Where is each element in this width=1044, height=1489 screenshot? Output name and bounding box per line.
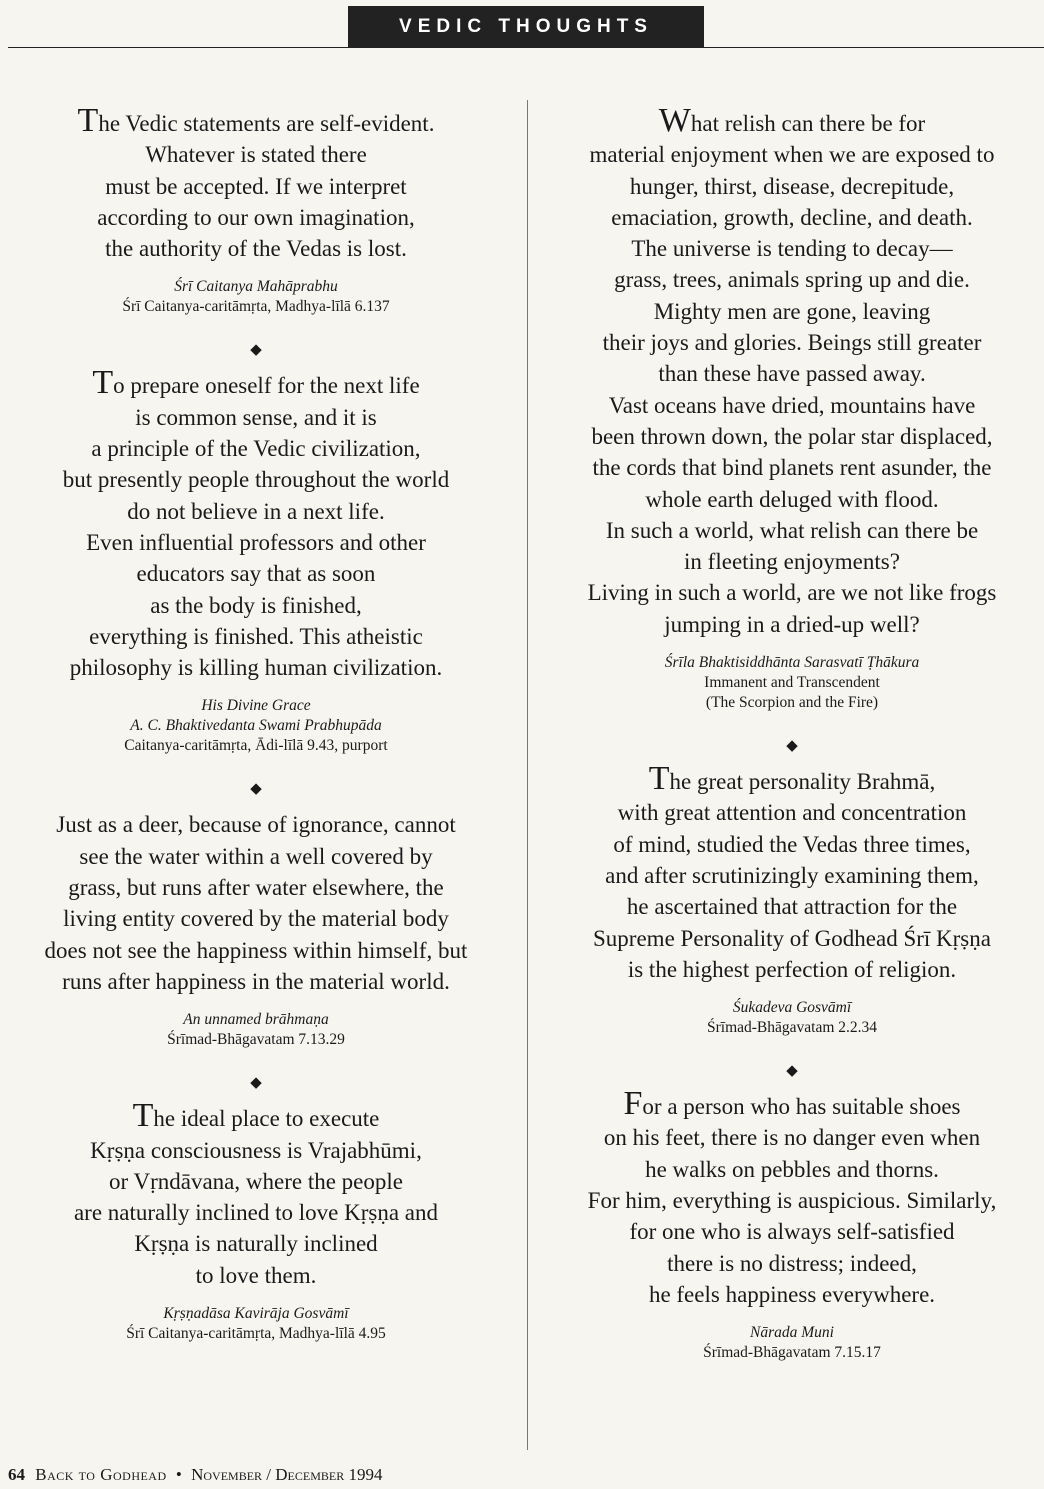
- magazine-name: Back to Godhead: [35, 1465, 167, 1484]
- quote-line: runs after happiness in the material world.: [62, 968, 450, 994]
- quote-line: on his feet, there is no danger even when: [603, 1125, 981, 1151]
- quote-attribution: [0, 1010, 512, 1050]
- quote-line: a principle of the Vedic civilization,: [91, 436, 421, 462]
- quote-line: Vast oceans have dried, mountains have: [608, 392, 976, 418]
- quote-author-name: A. C. Bhaktivedanta Swami Prabhupāda: [130, 717, 382, 735]
- quote-line: or a person who has suitable shoes: [642, 1094, 961, 1120]
- quote-author: Śrī Caitanya Mahāprabhu: [174, 278, 338, 296]
- page-footer: [8, 1465, 382, 1485]
- quote-source: Śrīmad-Bhāgavatam 2.2.34: [706, 1019, 878, 1037]
- quote-line: he great personality Brahmā,: [669, 769, 936, 795]
- quote-line: grass, trees, animals spring up and die.: [614, 267, 970, 293]
- quote-source: Śrī Caitanya-caritāmṛta, Madhya-līlā 4.95: [126, 1325, 386, 1343]
- quote-line: according to our own imagination,: [97, 204, 415, 230]
- quote-line: Kṛṣṇa consciousness is Vrajabhūmi,: [90, 1137, 422, 1163]
- quote-line: there is no distress; indeed,: [667, 1250, 917, 1276]
- quote-attribution: [540, 653, 1044, 713]
- quote-line: than these have passed away.: [658, 361, 926, 387]
- quote-line: o prepare oneself for the next life: [113, 373, 420, 399]
- issue-date: November / December 1994: [191, 1465, 383, 1484]
- drop-cap: T: [648, 760, 670, 798]
- quote-line: with great attention and concentration: [617, 800, 967, 826]
- quote-line: are naturally inclined to love Kṛṣṇa and: [73, 1200, 439, 1226]
- quote-source-subtitle: (The Scorpion and the Fire): [705, 694, 879, 712]
- quote-author: Śrīla Bhaktisiddhānta Sarasvatī Ṭhākura: [664, 654, 920, 672]
- drop-cap: W: [658, 102, 691, 139]
- quote-text: [0, 102, 512, 264]
- quote-text: [0, 1097, 512, 1291]
- quote-line: must be accepted. If we interpret: [105, 173, 407, 199]
- quote-line: he ideal place to execute: [153, 1106, 380, 1132]
- quote-attribution: [0, 277, 512, 317]
- diamond-separator: ◆: [786, 1063, 798, 1080]
- header-rule: [8, 47, 1044, 48]
- quote-block: [0, 364, 512, 756]
- quote-block: [540, 1085, 1044, 1363]
- quote-line: grass, but runs after water elsewhere, the: [68, 875, 444, 901]
- quote-line: the authority of the Vedas is lost.: [105, 236, 407, 262]
- diamond-separator: ◆: [250, 342, 262, 359]
- quote-line: hat relish can there be for: [690, 111, 926, 136]
- quote-block: [0, 1097, 512, 1344]
- quote-text: [0, 364, 512, 683]
- quote-line: jumping in a dried-up well?: [664, 611, 920, 637]
- quote-line: hunger, thirst, disease, decrepitude,: [629, 173, 955, 199]
- column-divider: [527, 100, 528, 1450]
- footer-separator: •: [175, 1465, 182, 1484]
- quote-line: Just as a deer, because of ignorance, cannot: [56, 812, 456, 838]
- quote-author: Nārada Muni: [750, 1324, 834, 1342]
- quote-line: Kṛṣṇa is naturally inclined: [134, 1231, 378, 1257]
- quote-block: [540, 102, 1044, 713]
- quote-line: living entity covered by the material body: [63, 906, 449, 932]
- drop-cap: T: [132, 1097, 154, 1135]
- quote-line: does not see the happiness within himself, but: [44, 937, 468, 963]
- quote-line: in fleeting enjoyments?: [684, 549, 900, 575]
- quote-line: he ascertained that attraction for the: [626, 894, 958, 920]
- quote-line: Mighty men are gone, leaving: [653, 298, 931, 324]
- quote-line: material enjoyment when we are exposed to: [589, 142, 995, 168]
- quote-author: An unnamed brāhmaṇa: [183, 1011, 329, 1029]
- page-number: 64: [8, 1465, 25, 1484]
- quote-text: [540, 102, 1044, 640]
- quote-line: is the highest perfection of religion.: [627, 956, 957, 982]
- quote-text: [0, 809, 512, 997]
- drop-cap: T: [92, 364, 114, 402]
- quote-text: [540, 760, 1044, 985]
- quote-block: [0, 809, 512, 1050]
- quote-line: their joys and glories. Beings still greater: [602, 330, 982, 356]
- quote-block: [0, 102, 512, 317]
- quote-block: [540, 760, 1044, 1038]
- section-title-banner: [348, 6, 704, 48]
- quote-line: In such a world, what relish can there be: [605, 517, 979, 543]
- quote-line: educators say that as soon: [136, 561, 376, 587]
- quote-source: Immanent and Transcendent: [704, 674, 880, 692]
- quote-line: see the water within a well covered by: [79, 843, 433, 869]
- quote-line: Supreme Personality of Godhead Śrī Kṛṣṇa: [593, 925, 991, 951]
- quote-line: or Vṛndāvana, where the people: [109, 1168, 403, 1194]
- quote-author: Śukadeva Gosvāmī: [732, 999, 852, 1017]
- diamond-separator: ◆: [786, 738, 798, 755]
- quote-attribution: [540, 998, 1044, 1038]
- drop-cap: T: [77, 102, 99, 139]
- quote-attribution: [540, 1323, 1044, 1363]
- quote-line: For him, everything is auspicious. Similarly,: [587, 1188, 997, 1214]
- section-title: VEDIC THOUGHTS: [399, 16, 653, 37]
- quote-line: everything is finished. This atheistic: [89, 623, 423, 649]
- diamond-separator: ◆: [250, 781, 262, 798]
- quote-line: and after scrutinizingly examining them,: [605, 862, 979, 888]
- quote-line: whole earth deluged with flood.: [645, 486, 939, 512]
- quote-line: he feels happiness everywhere.: [648, 1281, 936, 1307]
- diamond-separator: ◆: [250, 1075, 262, 1092]
- quote-attribution: [0, 696, 512, 756]
- quote-line: Living in such a world, are we not like frogs: [587, 580, 997, 606]
- quote-attribution: [0, 1304, 512, 1344]
- quote-line: been thrown down, the polar star displaced,: [591, 423, 993, 449]
- quote-line: but presently people throughout the world: [62, 467, 450, 493]
- right-column: [540, 102, 1044, 1363]
- quote-line: emaciation, growth, decline, and death.: [611, 204, 973, 230]
- quote-line: do not believe in a next life.: [127, 498, 385, 524]
- quote-line: the cords that bind planets rent asunder, the: [592, 455, 992, 481]
- quote-source: Śrī Caitanya-caritāmṛta, Madhya-līlā 6.137: [122, 298, 390, 316]
- quote-line: he walks on pebbles and thorns.: [645, 1156, 939, 1182]
- quote-line: Even influential professors and other: [86, 529, 426, 555]
- quote-author: His Divine Grace: [201, 697, 311, 715]
- quote-line: Whatever is stated there: [145, 142, 367, 168]
- quote-source: Caitanya-caritāmṛta, Ādi-līlā 9.43, purport: [124, 737, 388, 755]
- quote-line: philosophy is killing human civilization.: [69, 655, 443, 681]
- quote-line: he Vedic statements are self-evident.: [98, 111, 435, 136]
- quote-line: is common sense, and it is: [135, 404, 377, 430]
- quote-source: Śrīmad-Bhāgavatam 7.15.17: [703, 1344, 881, 1362]
- quote-line: as the body is finished,: [150, 592, 362, 618]
- quote-author: Kṛṣṇadāsa Kavirāja Gosvāmī: [163, 1305, 349, 1323]
- quote-text: [540, 1085, 1044, 1310]
- quote-line: The universe is tending to decay—: [631, 236, 953, 262]
- drop-cap: F: [623, 1085, 643, 1123]
- quote-line: to love them.: [195, 1262, 317, 1288]
- quote-line: for one who is always self-satisfied: [629, 1219, 955, 1245]
- quote-source: Śrīmad-Bhāgavatam 7.13.29: [167, 1031, 345, 1049]
- left-column: [0, 102, 512, 1344]
- quote-line: of mind, studied the Vedas three times,: [613, 831, 971, 857]
